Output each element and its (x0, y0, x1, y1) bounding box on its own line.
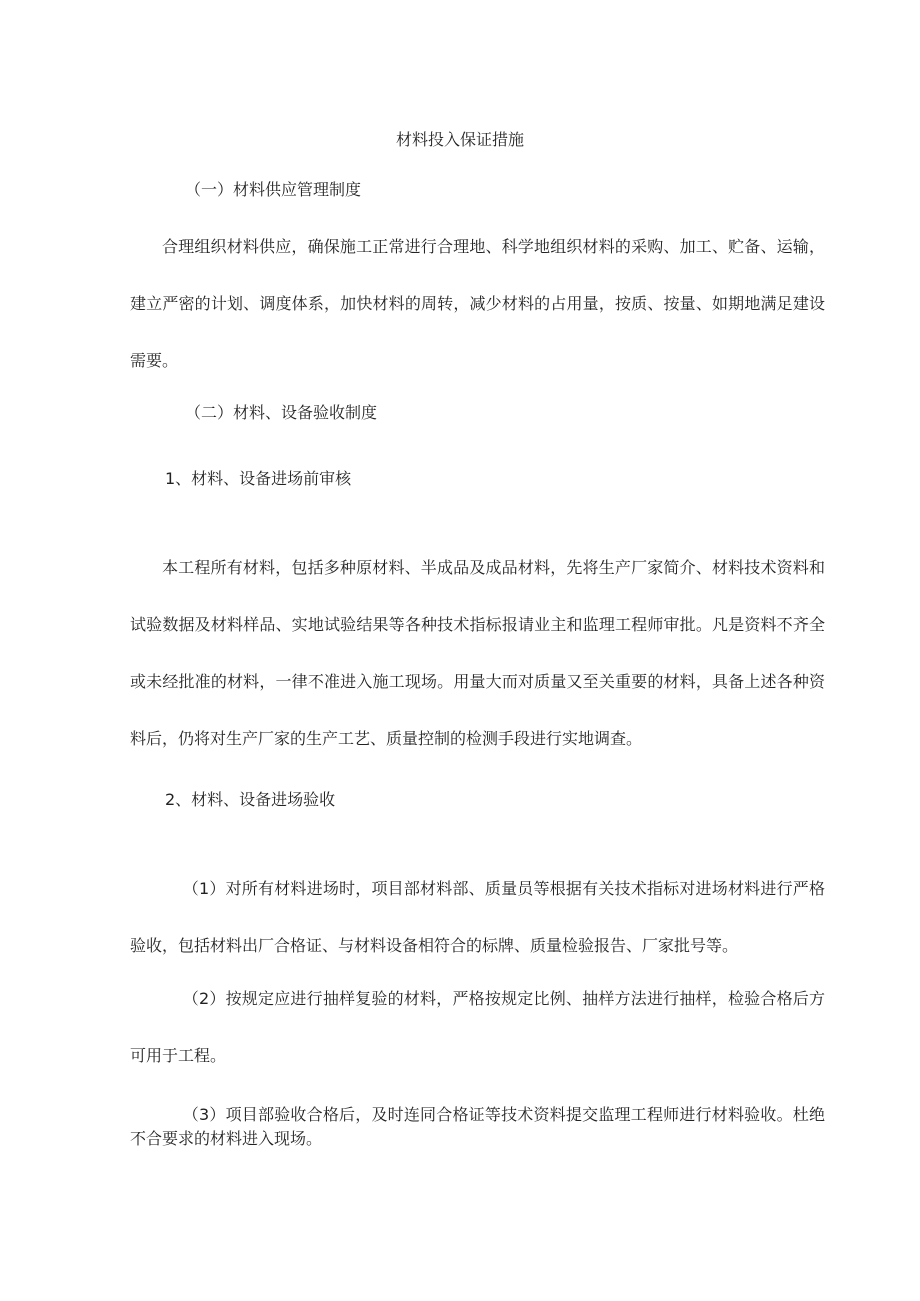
section-heading-2: （二）材料、设备验收制度 (185, 403, 378, 422)
list-item-2: （2）按规定应进行抽样复验的材料，严格按规定比例、抽样方法进行抽样，检验合格后方可用于工程。 (130, 989, 825, 1065)
list-item-1: （1）对所有材料进场时，项目部材料部、质量员等根据有关技术指标对进场材料进行严格验收，包括材料出厂合格证、与材料设备相符合的标牌、质量检验报告、厂家批号等。 (130, 879, 825, 955)
subsection-heading-1: 1、材料、设备进场前审核 (165, 469, 352, 488)
subsection-1-paragraph: 本工程所有材料，包括多种原材料、半成品及成品材料，先将生产厂家简介、材料技术资料和试验数据及材料样品、实地试验结果等各种技术指标报请业主和监理工程师审批。凡是资料不齐全或未经批准的材料，一律不准进入施工现场。用量大而对质量又至关重要的材料，具备上述各种资料后，仍将对生产厂家的生产工艺、质量控制的检测手段进行实地调查。 (130, 558, 825, 748)
subsection-heading-2: 2、材料、设备进场验收 (165, 790, 336, 809)
section-1-paragraph: 合理组织材料供应，确保施工正常进行合理地、科学地组织材料的采购、加工、贮备、运输，建立严密的计划、调度体系，加快材料的周转，减少材料的占用量，按质、按量、如期地满足建设需要。 (130, 237, 825, 370)
document-title: 材料投入保证措施 (395, 130, 524, 149)
list-item-3: （3）项目部验收合格后，及时连同合格证等技术资料提交监理工程师进行材料验收。杜绝不合要求的材料进入现场。 (130, 1105, 825, 1148)
section-heading-1: （一）材料供应管理制度 (185, 180, 362, 199)
